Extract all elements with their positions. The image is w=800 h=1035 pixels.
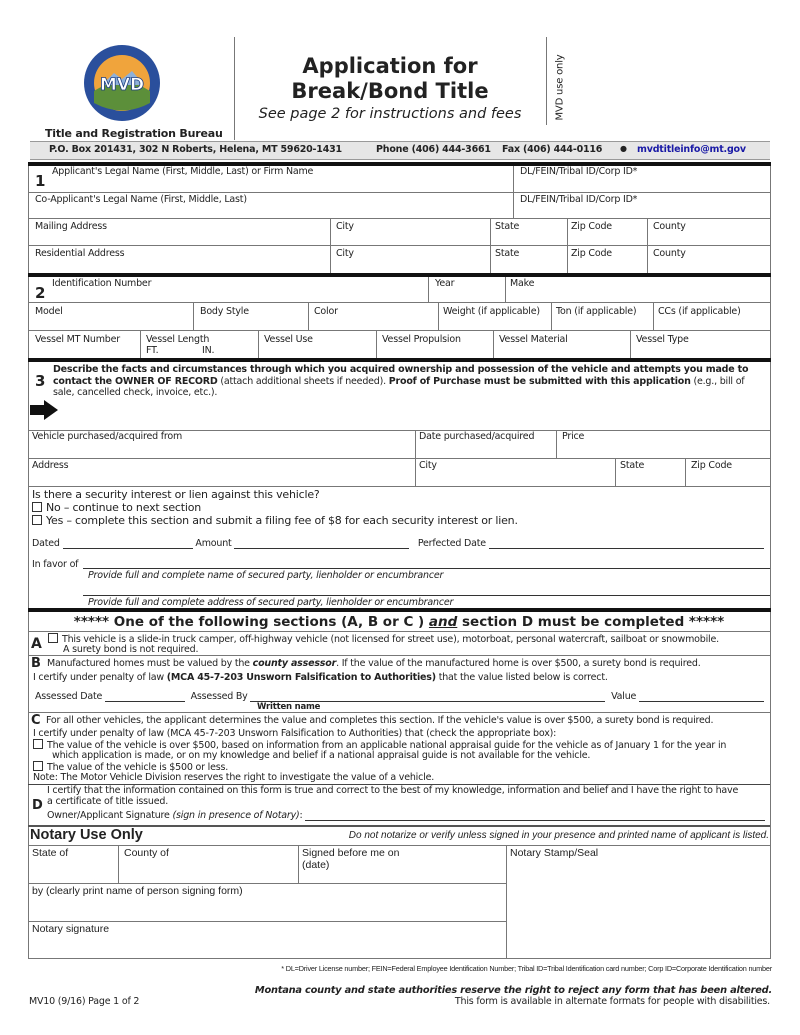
section-c-option-over-cont: which application is made, or on my knowledge and belief if a national appraisal guide is not available for the vehicle. <box>52 750 591 761</box>
email-link[interactable]: mvdtitleinfo@mt.gov <box>637 144 746 155</box>
divider <box>28 921 506 922</box>
date-purchased-field[interactable]: Date purchased/acquired <box>419 431 535 442</box>
in-favor-of-label: In favor of <box>32 559 79 570</box>
seller-city-field[interactable]: City <box>419 460 437 471</box>
model-field[interactable]: Model <box>35 306 63 317</box>
section-number: 1 <box>35 172 46 190</box>
alteration-warning: Montana county and state authorities reserve the right to reject any form that has been altered. <box>254 985 772 996</box>
divider <box>28 655 770 656</box>
divider <box>298 845 299 883</box>
divider <box>308 302 309 330</box>
vessel-propulsion-field[interactable]: Vessel Propulsion <box>382 334 461 345</box>
option-label: Yes – complete this section and submit a filing fee of $8 for each security interest or lien. <box>46 514 518 527</box>
divider <box>428 277 429 302</box>
residential-address-field[interactable]: Residential Address <box>35 248 125 259</box>
banner-text: section D must be completed ***** <box>457 614 725 630</box>
assessed-date-label: Assessed Date <box>35 691 103 702</box>
coapplicant-name-field[interactable]: Co-Applicant's Legal Name (First, Middle, Last) <box>35 194 247 205</box>
vessel-mt-number-field[interactable]: Vessel MT Number <box>35 334 120 345</box>
feet-label: FT. <box>146 345 159 356</box>
form-border-left <box>28 163 29 958</box>
divider <box>615 458 616 486</box>
section-d-text2: a certificate of title issued. <box>47 796 169 807</box>
colon: : <box>299 810 303 821</box>
purchased-from-field[interactable]: Vehicle purchased/acquired from <box>32 431 183 442</box>
section-letter-a: A <box>31 636 42 652</box>
divider <box>330 218 331 274</box>
section-letter-b: B <box>31 656 41 671</box>
residential-state-field[interactable]: State <box>495 248 520 259</box>
section-letter-d: D <box>32 798 43 813</box>
body-style-field[interactable]: Body Style <box>200 306 249 317</box>
mailing-address-field[interactable]: Mailing Address <box>35 221 107 232</box>
form-id: MV10 (9/16) Page 1 of 2 <box>29 996 140 1007</box>
divider <box>513 166 514 218</box>
make-field[interactable]: Make <box>510 278 535 289</box>
residential-county-field[interactable]: County <box>653 248 686 259</box>
option-label: No – continue to next section <box>46 501 201 514</box>
notary-county-field[interactable]: County of <box>124 847 169 859</box>
residential-city-field[interactable]: City <box>336 248 354 259</box>
instruction-bold: Describe the facts and circumstances through which you acquired ownership and possession of the vehicle and attempts you made to <box>53 364 749 375</box>
form-title-line2: Break/Bond Title <box>291 79 489 103</box>
color-field[interactable]: Color <box>314 306 338 317</box>
text: Manufactured homes must be valued by the <box>47 658 253 669</box>
owner-signature-row <box>47 810 765 821</box>
vessel-type-field[interactable]: Vessel Type <box>636 334 689 345</box>
text: I certify under penalty of law <box>33 672 167 683</box>
mailing-zip-field[interactable]: Zip Code <box>571 221 612 232</box>
checkbox[interactable] <box>33 761 43 771</box>
vessel-use-field[interactable]: Vessel Use <box>264 334 313 345</box>
notary-signature-field[interactable]: Notary signature <box>32 923 110 935</box>
section-d-text: I certify that the information contained on this form is true and correct to the best of my knowledge, information and belief and I have the right to have <box>47 785 739 796</box>
perfected-date-label: Perfected Date <box>417 538 486 549</box>
ton-field[interactable]: Ton (if applicable) <box>556 306 637 317</box>
divider <box>685 458 686 486</box>
divider <box>490 218 491 274</box>
facts-textarea[interactable] <box>60 400 760 428</box>
instruction-text: sale, cancelled check, invoice, etc.). <box>53 387 218 398</box>
divider <box>546 37 547 125</box>
notary-signed-date-field[interactable]: Signed before me on <box>302 847 400 859</box>
mailing-county-field[interactable]: County <box>653 221 686 232</box>
section-b-certify <box>33 672 608 683</box>
lien-yes-option[interactable] <box>32 514 518 527</box>
section-c-certify: I certify under penalty of law (MCA 45-7-203 Unsworn Falsification to Authorities) that (check the appropriate box): <box>33 728 557 739</box>
alternate-formats-note: This form is available in alternate formats for people with disabilities. <box>454 996 770 1007</box>
section-b-text <box>47 658 701 669</box>
weight-field[interactable]: Weight (if applicable) <box>443 306 540 317</box>
option-label: The value of the vehicle is over $500, based on information from an applicable national appraisal guide for the vehicle as of January 1 for the year in <box>47 740 727 751</box>
price-field[interactable]: Price <box>562 431 585 442</box>
ccs-field[interactable]: CCs (if applicable) <box>658 306 741 317</box>
divider <box>258 330 259 358</box>
section-letter-c: C <box>31 713 41 728</box>
banner-text: ***** One of the following sections (A, B or C ) <box>73 614 429 630</box>
divider <box>505 277 506 302</box>
text-emphasis: county assessor <box>252 658 337 669</box>
instruction-text: (e.g., bill of <box>690 375 745 387</box>
section-divider <box>28 358 771 362</box>
applicant-name-field[interactable]: Applicant's Legal Name (First, Middle, Last) or Firm Name <box>52 166 314 177</box>
notary-stamp-area[interactable]: Notary Stamp/Seal <box>510 847 599 859</box>
form-subtitle: See page 2 for instructions and fees <box>258 106 522 122</box>
lienholder-address-hint: Provide full and complete address of secured party, lienholder or encumbrancer <box>88 597 454 608</box>
divider <box>28 712 770 713</box>
vessel-length-field[interactable]: Vessel Length <box>146 334 210 345</box>
seller-state-field[interactable]: State <box>620 460 645 471</box>
notary-warning: Do not notarize or verify unless signed in your presence and printed name of applicant is listed. <box>348 830 769 841</box>
section-c-note: Note: The Motor Vehicle Division reserves the right to investigate the value of a vehicle. <box>33 772 435 783</box>
divider <box>118 845 119 883</box>
divider <box>630 330 631 358</box>
lienholder-name-hint: Provide full and complete name of secured party, lienholder or encumbrancer <box>88 570 444 581</box>
value-label: Value <box>611 691 637 702</box>
lien-no-option[interactable] <box>32 501 201 514</box>
section-divider <box>28 608 771 612</box>
divider <box>376 330 377 358</box>
section-number: 3 <box>35 372 46 390</box>
divider <box>28 218 770 219</box>
identification-number-field[interactable]: Identification Number <box>52 278 152 289</box>
signer-name-field[interactable]: by (clearly print name of person signing form) <box>32 885 243 897</box>
signature-hint: (sign in presence of Notary) <box>172 810 300 821</box>
amount-label: Amount <box>195 538 232 549</box>
lienholder-name-input[interactable] <box>83 568 770 569</box>
divider <box>438 302 439 330</box>
divider <box>28 486 770 487</box>
lien-question: Is there a security interest or lien against this vehicle? <box>32 488 320 501</box>
applicant-id-field[interactable]: DL/FEIN/Tribal ID/Corp ID* <box>520 166 638 177</box>
divider <box>28 245 770 246</box>
year-field[interactable]: Year <box>435 278 455 289</box>
divider <box>567 218 568 274</box>
mailing-city-field[interactable]: City <box>336 221 354 232</box>
mvd-use-only-label: MVD use only <box>554 54 566 121</box>
fax: Fax (406) 444-0116 <box>502 144 603 155</box>
form-title-line1: Application for <box>302 54 478 78</box>
divider <box>28 883 506 884</box>
amount-input[interactable] <box>234 539 409 549</box>
option-label: This vehicle is a slide-in truck camper, off-highway vehicle (not licensed for street use), motorboat, personal watercraft, sailboat or snowmobile. <box>62 634 719 645</box>
dated-label: Dated <box>32 538 60 549</box>
section-a-note: A surety bond is not required. <box>63 644 199 655</box>
text: that the value listed below is correct. <box>435 672 608 683</box>
mailing-address: P.O. Box 201431, 302 N Roberts, Helena, MT 59620-1431 <box>49 144 342 155</box>
instruction-bold: Proof of Purchase must be submitted with this application <box>388 375 691 387</box>
assessed-by-label: Assessed By <box>190 691 248 702</box>
option-label: The value of the vehicle is $500 or less. <box>47 762 229 773</box>
seller-address-field[interactable]: Address <box>32 460 69 471</box>
divider <box>28 302 770 303</box>
inches-label: IN. <box>202 345 215 356</box>
checkbox[interactable] <box>48 633 58 643</box>
notary-date-hint: (date) <box>302 859 330 871</box>
value-input[interactable] <box>639 692 764 702</box>
divider <box>28 192 770 193</box>
vessel-material-field[interactable]: Vessel Material <box>499 334 568 345</box>
form-border-right <box>770 163 771 958</box>
checkbox[interactable] <box>33 739 43 749</box>
section3-instructions <box>53 364 765 399</box>
coapplicant-id-field[interactable]: DL/FEIN/Tribal ID/Corp ID* <box>520 194 638 205</box>
perfected-date-input[interactable] <box>489 539 764 549</box>
divider <box>193 302 194 330</box>
divider <box>493 330 494 358</box>
divider <box>140 330 141 358</box>
divider <box>653 302 654 330</box>
dated-input[interactable] <box>63 539 193 549</box>
bureau-name: Title and Registration Bureau <box>45 127 223 140</box>
divider <box>28 458 770 459</box>
section-divider <box>28 273 771 277</box>
written-name-caption: Written name <box>257 702 321 712</box>
svg-text:MVD: MVD <box>99 75 145 95</box>
owner-signature-input[interactable] <box>305 811 765 821</box>
divider <box>647 218 648 274</box>
section-c-text: For all other vehicles, the applicant determines the value and completes this section. If the vehicle's value is over $500, a surety bond is required. <box>46 715 714 726</box>
notary-title: Notary Use Only <box>30 827 143 843</box>
seller-zip-field[interactable]: Zip Code <box>691 460 732 471</box>
checkbox[interactable] <box>32 502 42 512</box>
mvd-logo <box>82 43 162 123</box>
divider <box>556 430 557 458</box>
text: . If the value of the manufactured home is over $500, a surety bond is required. <box>336 658 701 669</box>
divider <box>28 631 770 632</box>
id-footnote: * DL=Driver License number; FEIN=Federal Employee Identification Number; Tribal ID=Tribal Identification card number; Corp ID=Corporate Identification number <box>281 964 772 973</box>
section-number: 2 <box>35 284 46 302</box>
checkbox[interactable] <box>32 515 42 525</box>
instruction-bold: contact the OWNER OF RECORD <box>53 375 218 387</box>
divider <box>28 845 770 846</box>
mailing-state-field[interactable]: State <box>495 221 520 232</box>
divider <box>506 845 507 958</box>
assessed-by-input[interactable] <box>250 692 605 702</box>
lien-dates-row <box>32 538 764 549</box>
assessed-row <box>35 691 764 702</box>
assessed-date-input[interactable] <box>105 692 185 702</box>
instruction-text: (attach additional sheets if needed). <box>217 375 389 387</box>
text-emphasis: (MCA 45-7-203 Unsworn Falsification to Authorities) <box>166 672 436 683</box>
divider <box>28 958 771 959</box>
notary-state-field[interactable]: State of <box>32 847 69 859</box>
bullet: ● <box>620 144 627 153</box>
phone: Phone (406) 444-3661 <box>376 144 491 155</box>
lienholder-address-input[interactable] <box>83 595 770 596</box>
divider <box>551 302 552 330</box>
residential-zip-field[interactable]: Zip Code <box>571 248 612 259</box>
signature-label: Owner/Applicant Signature <box>47 810 173 821</box>
banner-and: and <box>428 614 458 630</box>
sections-banner <box>28 614 770 630</box>
arrow-right-icon <box>30 400 58 420</box>
